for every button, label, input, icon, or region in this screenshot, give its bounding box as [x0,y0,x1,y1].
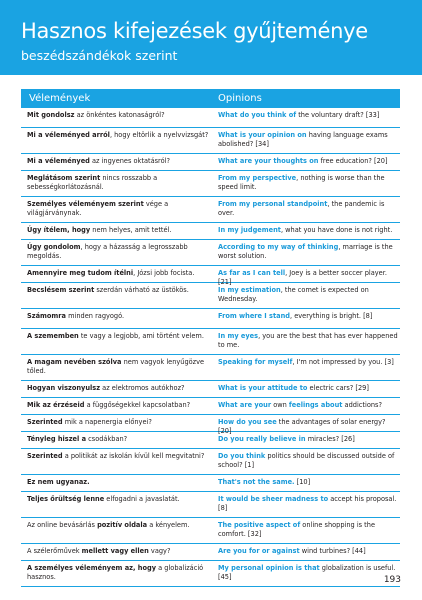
hungarian-phrase [21,475,216,491]
table-row [21,240,400,266]
phrase-text: elfogadni a javaslatát. [104,495,180,503]
key-phrase: What is your opinion on [218,131,307,139]
key-phrase: In my eyes [218,332,259,340]
key-phrase: Ez nem ugyanaz. [27,478,90,486]
english-phrase [216,449,400,474]
phrase-text: electric cars? [29] [307,384,369,392]
table-row [21,355,400,381]
phrase-text: nem helyes, amit tettél. [90,226,172,234]
key-phrase: In my judgement [218,226,281,234]
key-phrase: Do you really believe in [218,435,306,443]
key-phrase: Hogyan viszonyulsz [27,384,101,392]
table-row [21,449,400,475]
key-phrase: Szerinted [27,418,63,426]
english-phrase [216,398,400,414]
english-phrase [216,492,400,517]
key-phrase: From my personal standpoint [218,200,328,208]
phrase-text: addictions? [342,401,382,409]
english-phrase [216,240,400,265]
phrase-text: accept his proposal. [8] [218,495,397,512]
table-row [21,432,400,449]
key-phrase: Mi a véleményed [27,157,90,165]
phrase-text: vagy? [148,547,171,555]
column-header-hungarian: Vélemények [29,92,91,104]
page-subtitle: beszédszándékok szerint [21,48,178,63]
hungarian-phrase [21,381,216,397]
hungarian-phrase [21,492,216,517]
phrase-text: Az online bevásárlás [27,521,98,529]
english-phrase [216,309,400,328]
hungarian-phrase [21,154,216,170]
phrase-text: , the pandemic is over. [218,200,385,217]
hungarian-phrase [21,240,216,265]
key-phrase: Do you think [218,452,266,460]
phrase-table [21,89,400,587]
column-header-english: Opinions [218,92,262,104]
phrase-text: free education? [20] [318,157,388,165]
key-phrase: It would be sheer madness to [218,495,329,503]
table-row [21,197,400,223]
hungarian-phrase [21,223,216,239]
key-phrase: From my perspective [218,174,297,182]
english-phrase [216,415,400,435]
header-banner [0,0,422,75]
key-phrase: Szerinted [27,452,63,460]
key-phrase: Amennyire meg tudom ítélni [27,269,134,277]
phrase-text: mik a napenergia előnyei? [62,418,152,426]
hungarian-phrase [21,415,216,431]
phrase-text: [10] [294,478,311,486]
key-phrase: A személyes véleményem az, hogy [27,564,157,572]
phrase-text: csodákban? [86,435,128,443]
hungarian-phrase [21,283,216,308]
hungarian-phrase [21,171,216,196]
table-row [21,415,400,435]
english-phrase [216,108,400,127]
hungarian-phrase [21,544,216,560]
english-phrase [216,283,400,308]
phrase-text: A szélerőművek [27,547,82,555]
phrase-text: , everything is bright. [8] [290,312,373,320]
phrase-text: minden ragyogó. [66,312,125,320]
phrase-text: , hogy eltörlik a nyelvvizsgát? [109,131,209,139]
key-phrase: mellett vagy ellen [81,547,149,555]
hungarian-phrase [21,108,216,127]
phrase-text: wind turbines? [44] [299,547,366,555]
phrase-text: , hogy a házasság a legrosszabb megoldás. [27,243,188,260]
hungarian-phrase [21,329,216,354]
key-phrase: What are your [218,401,272,409]
key-phrase: What are your thoughts on [218,157,319,165]
page-title: Hasznos kifejezések gyűjteménye [21,19,368,43]
phrase-text: , marriage is the worst solution. [218,243,393,260]
table-row [21,561,400,587]
hungarian-phrase [21,449,216,474]
phrase-text: a globalizáció hasznos. [27,564,204,581]
hungarian-phrase [21,561,216,586]
hungarian-phrase [21,128,216,153]
table-row [21,309,400,329]
phrase-text: a függőségekkel kapcsolatban? [84,401,191,409]
table-row [21,381,400,398]
phrase-text: , Józsi jobb focista. [133,269,195,277]
english-phrase [216,329,400,354]
key-phrase: What is your attitude to [218,384,308,392]
table-row [21,223,400,240]
key-phrase: pozitív oldala [97,521,148,529]
key-phrase: In my estimation [218,286,281,294]
hungarian-phrase [21,197,216,222]
table-row [21,544,400,561]
phrase-text: politics should be discussed outside of school? [1] [218,452,395,469]
english-phrase [216,381,400,397]
table-row [21,266,400,286]
table-row [21,154,400,171]
table-header [21,89,400,107]
phrase-text: globalization is useful. [45] [218,564,396,581]
table-row [21,518,400,544]
english-phrase [216,128,400,153]
hungarian-phrase [21,309,216,328]
phrase-text: nincs rosszabb a sebességkorlátozásnál. [27,174,158,191]
phrase-text: te vagy a legjobb, ami történt velem. [78,332,204,340]
table-row [21,329,400,355]
key-phrase: Mi a véleményed arról [27,131,110,139]
key-phrase: Meglátásom szerint [27,174,101,182]
english-phrase [216,266,400,286]
hungarian-phrase [21,355,216,380]
table-row [21,398,400,415]
page-number: 193 [383,575,401,585]
hungarian-phrase [21,518,216,543]
phrase-text: szerdán várható az üstökös. [94,286,189,294]
key-phrase: Speaking for myself [218,358,293,366]
table-body [21,107,400,587]
key-phrase: What do you think of [218,111,297,119]
phrase-text: az ingyenes oktatásról? [89,157,170,165]
phrase-text: own [271,401,289,409]
table-row [21,475,400,492]
key-phrase: feelings about [288,401,343,409]
phrase-text: a politikát az iskolán kívül kell megvitatni? [62,452,205,460]
phrase-text: having language exams abolished? [34] [218,131,388,148]
key-phrase: Mik az érzéseid [27,401,85,409]
key-phrase: Úgy gondolom [27,243,81,251]
phrase-text: , nothing is worse than the speed limit. [218,174,385,191]
key-phrase: Úgy ítélem, hogy [27,226,91,234]
english-phrase [216,223,400,239]
english-phrase [216,154,400,170]
table-row [21,108,400,128]
hungarian-phrase [21,266,216,282]
english-phrase [216,544,400,560]
key-phrase: According to my way of thinking [218,243,339,251]
hungarian-phrase [21,398,216,414]
english-phrase [216,561,400,586]
key-phrase: As far as I can tell [218,269,286,277]
english-phrase [216,432,400,448]
key-phrase: Számomra [27,312,67,320]
table-row [21,283,400,309]
phrase-text: the voluntary draft? [33] [296,111,380,119]
key-phrase: Mit gondolsz [27,111,75,119]
phrase-text: , Joey is a better soccer player. [21] [218,269,387,286]
table-row [21,171,400,197]
key-phrase: Becslésem szerint [27,286,95,294]
phrase-text: vége a világjárványnak. [27,200,169,217]
key-phrase: The positive aspect of [218,521,301,529]
phrase-text: , what you have done is not right. [280,226,393,234]
phrase-text: az elektromos autókhoz? [100,384,185,392]
key-phrase: How do you see [218,418,277,426]
phrase-text: , I'm not impressed by you. [3] [292,358,394,366]
english-phrase [216,518,400,543]
key-phrase: Tényleg hiszel a [27,435,87,443]
key-phrase: Are you for or against [218,547,300,555]
phrase-text: , the comet is expected on Wednesday. [218,286,369,303]
english-phrase [216,355,400,380]
phrase-text: az önkéntes katonaságról? [74,111,165,119]
phrase-text: , you are the best that has ever happened to me. [218,332,398,349]
english-phrase [216,475,400,491]
key-phrase: Teljes őrültség lenne [27,495,105,503]
phrase-text: the advantages of solar energy? [20] [218,418,386,435]
english-phrase [216,197,400,222]
key-phrase: That's not the same. [218,478,295,486]
key-phrase: From where I stand [218,312,290,320]
key-phrase: Személyes véleményem szerint [27,200,144,208]
phrase-text: online shopping is the comfort. [32] [218,521,376,538]
phrase-text: a kényelem. [147,521,190,529]
key-phrase: A szememben [27,332,79,340]
english-phrase [216,171,400,196]
phrase-text: miracles? [26] [305,435,355,443]
table-row [21,492,400,518]
key-phrase: My personal opinion is that [218,564,320,572]
key-phrase: A magam nevében szólva [27,358,122,366]
table-row [21,128,400,154]
hungarian-phrase [21,432,216,448]
phrase-text: nem vagyok lenyűgözve tőled. [27,358,205,375]
